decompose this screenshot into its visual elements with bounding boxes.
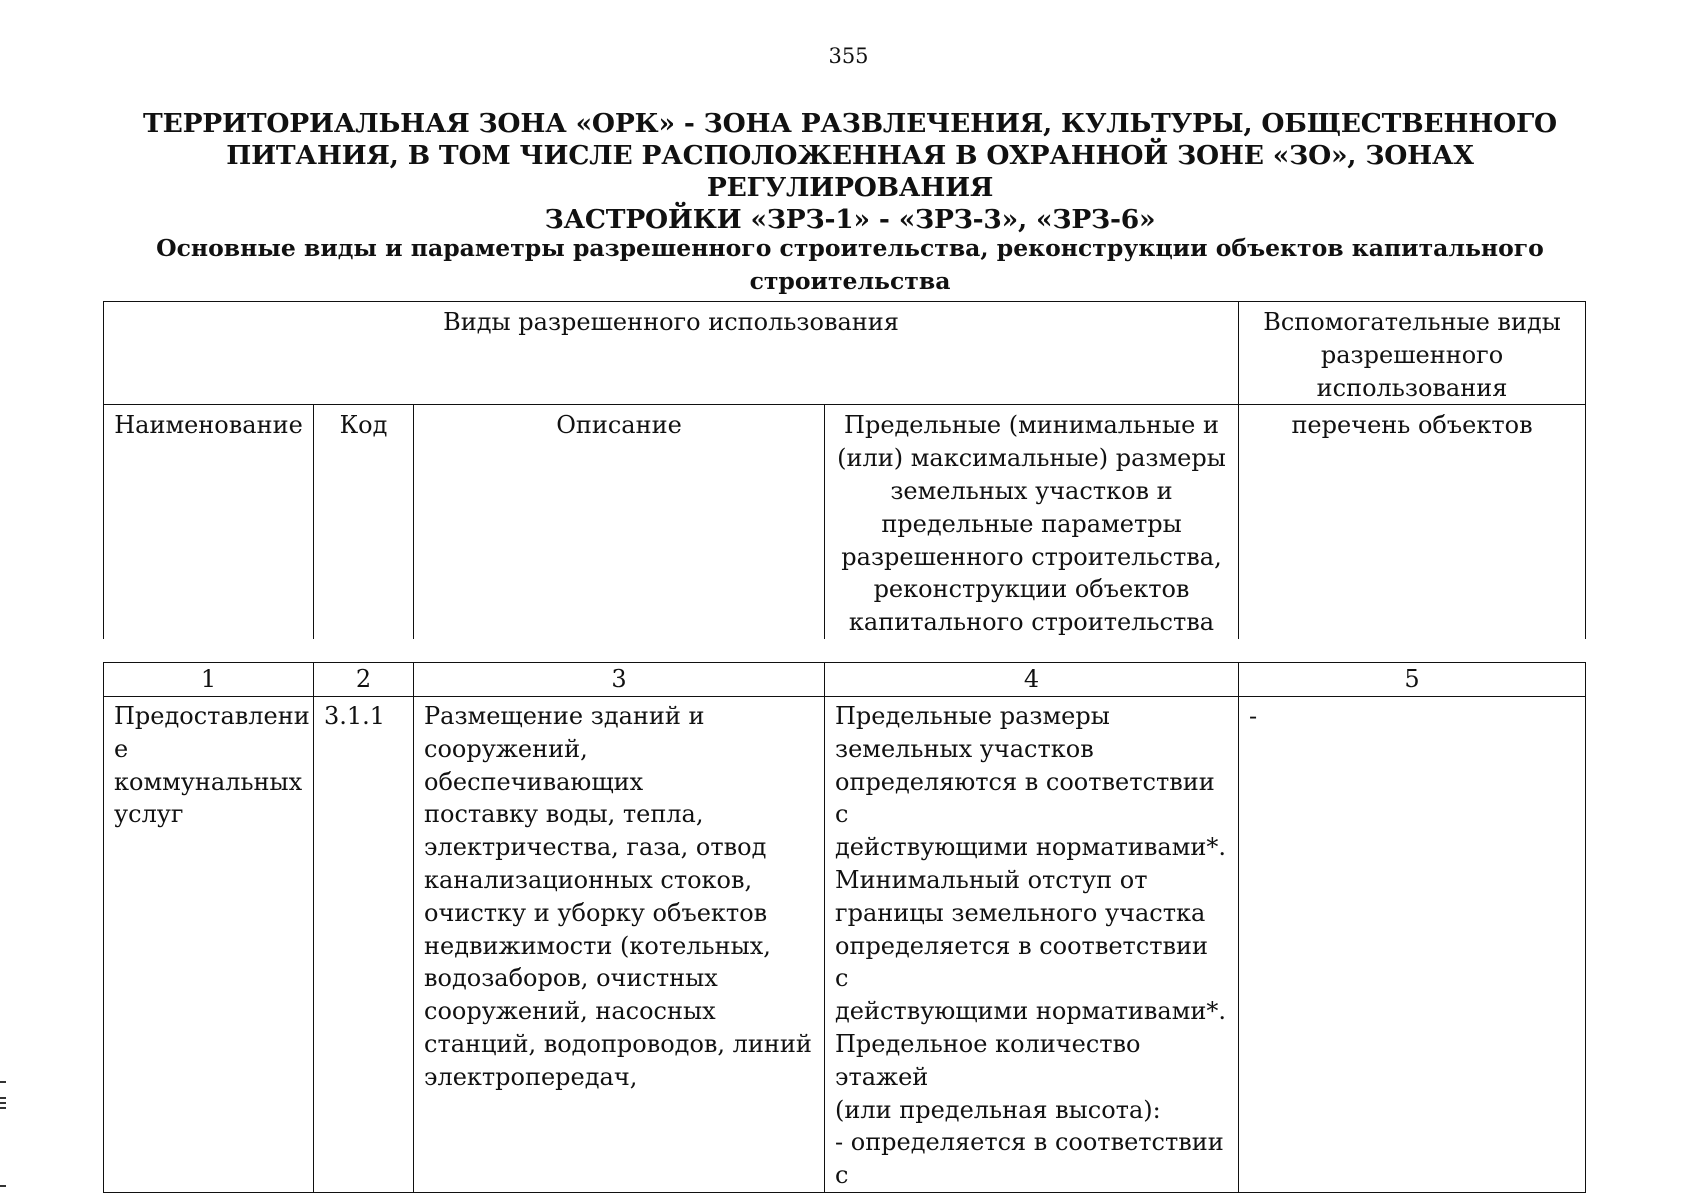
scan-artifact-mark: [0, 1097, 6, 1099]
header-col-params: Предельные (минимальные и (или) максимальные) размеры земельных участков и предельные параметры разрешенного строительства, реконструкции объектов капитального строительства: [825, 405, 1239, 639]
header-col-code: Код: [314, 405, 414, 639]
column-number: 4: [825, 663, 1239, 697]
row-params-cell: Предельные размеры земельных участков определяются в соответствии с действующими нормативами*. Минимальный отступ от границы земельного участка определяется в соответствии с действующими нормативами*. Предельное количество этажей (или предельная высота): - определяется в соответствии с: [825, 697, 1239, 1193]
header-col-name: Наименование: [104, 405, 314, 639]
header-table: [103, 301, 1586, 639]
header-col-aux-list: перечень объектов: [1239, 405, 1586, 639]
row-description-cell: Размещение зданий и сооружений, обеспечивающих поставку воды, тепла, электричества, газа, отвод канализационных стоков, очистку и уборку объектов недвижимости (котельных, водозаборов, очистных сооружений, насосных станций, водопроводов, линий электропередач,: [414, 697, 825, 1193]
header-col-desc: Описание: [414, 405, 825, 639]
title-line: ПИТАНИЯ, В ТОМ ЧИСЛЕ РАСПОЛОЖЕННАЯ В ОХРАННОЙ ЗОНЕ «ЗО», ЗОНАХ РЕГУЛИРОВАНИЯ: [226, 140, 1474, 203]
column-number-row: [104, 663, 1586, 697]
table-row: [104, 697, 1586, 1193]
scan-artifact-mark: [0, 1102, 6, 1104]
zone-title: [140, 108, 1560, 236]
row-name-cell: Предоставлени е коммунальных услуг: [104, 697, 314, 1193]
column-number: 1: [104, 663, 314, 697]
body-table: [103, 662, 1586, 1193]
title-line: ЗАСТРОЙКИ «ЗРЗ-1» - «ЗРЗ-3», «ЗРЗ-6»: [544, 204, 1156, 235]
scan-artifact-mark: [0, 1081, 6, 1083]
row-aux-cell: -: [1239, 697, 1586, 1193]
header-group-aux: Вспомогательные виды разрешенного использования: [1239, 302, 1586, 405]
page-number: 355: [828, 44, 869, 68]
column-number: 3: [414, 663, 825, 697]
subtitle-line: Основные виды и параметры разрешенного строительства, реконструкции объектов капитального: [156, 234, 1544, 262]
subtitle-line: строительства: [749, 267, 951, 295]
scan-artifact-mark: [0, 1107, 6, 1109]
section-subtitle: [140, 232, 1560, 298]
row-code-cell: 3.1.1: [314, 697, 414, 1193]
header-group-main: Виды разрешенного использования: [104, 302, 1239, 405]
title-line: ТЕРРИТОРИАЛЬНАЯ ЗОНА «ОРК» - ЗОНА РАЗВЛЕЧЕНИЯ, КУЛЬТУРЫ, ОБЩЕСТВЕННОГО: [143, 108, 1557, 139]
scan-artifact-mark: [0, 1185, 6, 1187]
column-number: 5: [1239, 663, 1586, 697]
column-number: 2: [314, 663, 414, 697]
